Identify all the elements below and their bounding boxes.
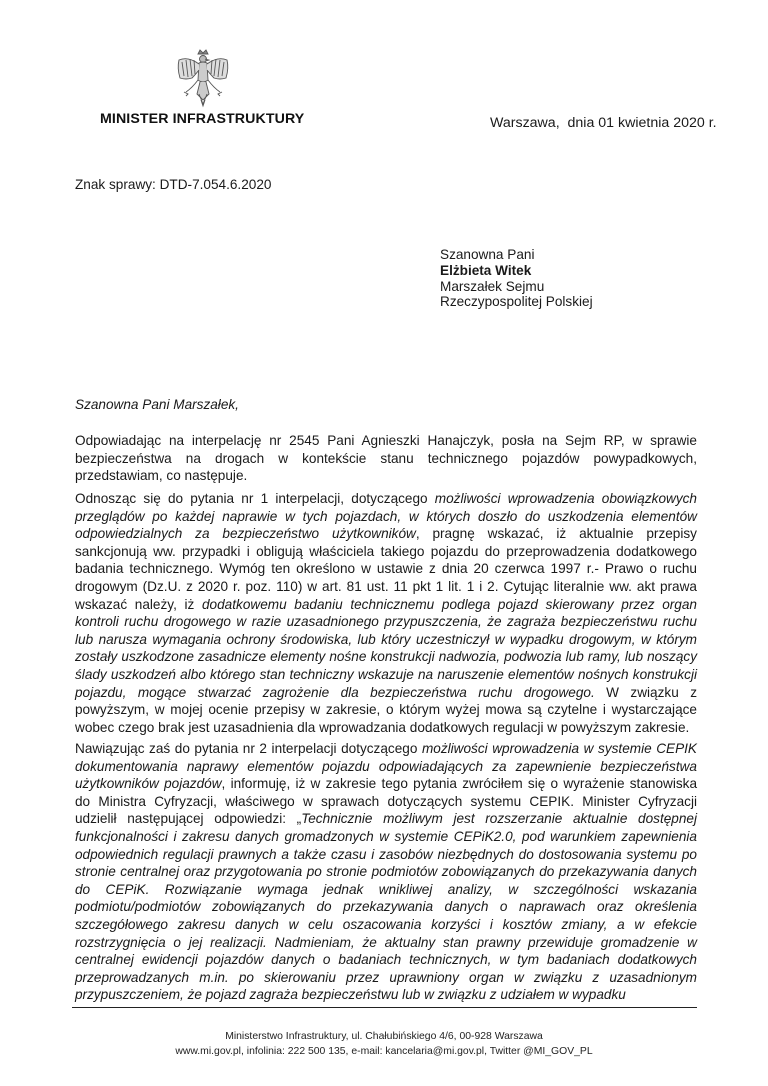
recipient-block — [440, 247, 593, 310]
text-span: Nawiązując zaś do pytania nr 2 interpelacji dotyczącego — [75, 741, 422, 756]
ministry-title: MINISTER INFRASTRUKTURY — [100, 111, 305, 127]
text-span: , pragnę wskazać, iż aktualnie przepisy sankcjonują ww. przypadki i obligują właściciela takiego pojazdu do przeprowadzenia dodatkowego badania technicznego. Wymóg ten określono w ustawie z dnia 20 czerwca 1997 r.- Prawo o ruchu drogowym (Dz.U. z 2020 r. poz. 110) w art. 81 ust. 11 pkt 1 lit. 1 i 2. Cytując literalnie ww. akt prawa wskazać należy, iż — [75, 526, 697, 612]
text-span: , informuję, iż w zakresie tego pytania zwróciłem się o wyrażenie stanowiska do Ministra Cyfryzacji, właściwego w sprawach dotyczących systemu CEPIK. Minister Cyfryzacji udzielił następującej odpowiedzi: „ — [75, 776, 697, 827]
footer-contact: www.mi.gov.pl, infolinia: 222 500 135, e-mail: kancelaria@mi.gov.pl, Twitter @MI_GOV_PL — [175, 1046, 593, 1057]
recipient-name: Elżbieta Witek — [440, 262, 532, 278]
recipient-greeting: Szanowna Pani — [440, 247, 535, 262]
paragraph-intro: Odpowiadając na interpelację nr 2545 Pani Agnieszki Hanajczyk, posła na Sejm RP, w sprawie bezpieczeństwa na drogach w kontekście stanu technicznego pojazdów powypadkowych, przedstawiam, co następuje. — [75, 433, 697, 484]
case-reference: Znak sprawy: DTD-7.054.6.2020 — [75, 177, 272, 192]
quoted-response: Technicznie możliwym jest rozszerzanie aktualnie dostępnej funkcjonalności i zakresu danych gromadzonych w systemie CEPiK2.0, pod warunkiem zapewnienia odpowiednich regulacji prawnych a także czasu i zasobów niezbędnych do dostosowania systemu po stronie centralnej oraz przygotowania po stronie podmiotów zobowiązanych do przekazywania danych do CEPiK. Rozwiązanie wymaga jednak wnikliwej analizy, w szczególności wskazania podmiotu/podmiotów zobowiązanych do przekazywania danych o naprawach oraz określenia szczegółowego zakresu danych w celu oszacowania korzyści i kosztów zmiany, a w efekcie rozstrzygnięcia o jej realizacji. Nadmieniam, że aktualny stan prawny przewiduje gromadzenie w centralnej ewidencji pojazdów danych o badaniach technicznych, w tym badaniach dodatkowych przeprowadzanych m.in. po skierowaniu przez uprawniony organ w związku z uzasadnionym przypuszczeniem, że pojazd zagraża bezpieczeństwu lub w związku z udziałem w wypadku — [75, 811, 697, 1003]
recipient-title: Marszałek Sejmu — [440, 278, 545, 294]
footer-divider — [72, 1007, 697, 1008]
paragraph-question-2 — [75, 740, 697, 1004]
polish-eagle-emblem-icon — [174, 48, 232, 110]
footer-address: Ministerstwo Infrastruktury, ul. Chałubińskiego 4/6, 00-928 Warszawa — [225, 1031, 543, 1042]
salutation: Szanowna Pani Marszałek, — [75, 397, 239, 412]
quoted-question: możliwości wprowadzenia w systemie CEPIK dokumentowania naprawy elementów pojazdu odpowiadających za zapewnienie bezpieczeństwa użytkowników pojazdów — [75, 741, 697, 792]
quoted-law: dodatkowemu badaniu technicznemu podlega pojazd skierowany przez organ kontroli ruchu drogowego w razie uzasadnionego przypuszczenia, że zagraża bezpieczeństwu ruchu lub narusza wymagania ochrony środowiska, lub który uczestniczył w wypadku drogowym, w którym zostały uszkodzone zasadnicze elementy nośne konstrukcji nadwozia, podwozia lub ramy, lub noszący ślady uszkodzeń albo którego stan techniczny wskazuje na naruszenie elementów nośnych konstrukcji pojazdu, mogące stwarzać zagrożenie dla bezpieczeństwa ruchu drogowego. — [75, 596, 697, 700]
recipient-institution: Rzeczypospolitej Polskiej — [440, 294, 593, 310]
quoted-question: możliwości wprowadzenia obowiązkowych przeglądów po każdej naprawie w tych pojazdach, w których doszło do uszkodzenia elementów odpowiedzialnych za bezpieczeństwo użytkowników — [75, 491, 697, 542]
letter-date: Warszawa, dnia 01 kwietnia 2020 r. — [490, 115, 717, 131]
text-span: Odnosząc się do pytania nr 1 interpelacji, dotyczącego — [75, 491, 435, 506]
paragraph-question-1 — [75, 490, 697, 736]
text-span: W związku z powyższym, w mojej ocenie przepisy w zakresie, o którym wyżej mowa są czytelne i wystarczające wobec czego brak jest uzasadnienia dla wprowadzania dodatkowych regulacji w powyższym zakresie. — [75, 684, 697, 735]
footer — [0, 1029, 768, 1059]
